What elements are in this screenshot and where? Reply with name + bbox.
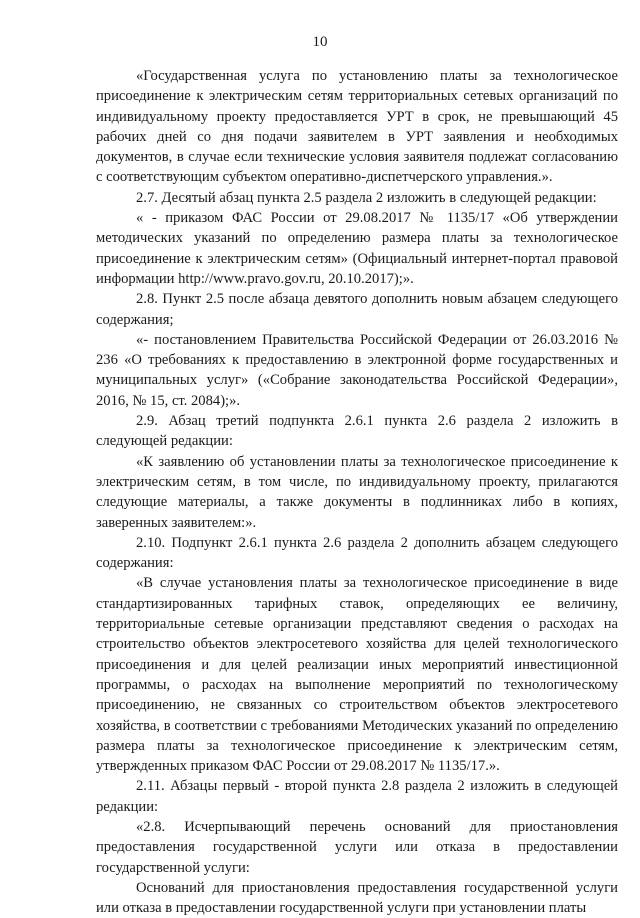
paragraph-government-decree: «- постановлением Правительства Российской Федерации от 26.03.2016 № 236 «О требованиях к предоставлению в электронной форме государственных и муниципальных услуг» («Собрание законодательства Российской Федерации», 2016, № 15, ст. 2084);». xyxy=(96,331,618,409)
paragraph-2-9: 2.9. Абзац третий подпункта 2.6.1 пункта 2.6 раздела 2 изложить в следующей редакции: xyxy=(96,413,618,450)
paragraph-no-grounds: Оснований для приостановления предоставления государственной услуги или отказа в предоставлении государственной услуги при установлении платы xyxy=(96,879,618,917)
paragraph-standard-rates: «В случае установления платы за технологическое присоединение в виде стандартизированных тарифных ставок, определяющих ее величину, территориальные сетевые организации представляют сведения о расходах на строительство объектов электросетевого хозяйства для целей технологического присоединения и для целей реализации иных мероприятий инвестиционной программы, о расходах на выполнение мероприятий по технологическому присоединению, не связанных со строительством объектов электросетевого хозяйства, в соответствии с требованиями Методических указаний по определению размера платы за технологическое присоединение к электрическим сетям, утвержденных приказом ФАС России от 29.08.2017 № 1135/17.». xyxy=(96,575,618,775)
paragraph-application-materials: «К заявлению об установлении платы за технологическое присоединение к электрическим сетям, в том числе, по индивидуальному проекту, прилагаются следующие материалы, а также документы в подлинниках либо в копиях, заверенных заявителем:». xyxy=(96,453,618,531)
paragraph-2-7: 2.7. Десятый абзац пункта 2.5 раздела 2 изложить в следующей редакции: xyxy=(136,189,597,206)
paragraph-2-10: 2.10. Подпункт 2.6.1 пункта 2.6 раздела 2 дополнить абзацем следующего содержания: xyxy=(96,534,618,572)
paragraph-2-8: 2.8. Пункт 2.5 после абзаца девятого дополнить новым абзацем следующего содержания; xyxy=(96,291,618,328)
paragraph-fas-order: « - приказом ФАС России от 29.08.2017 № 1135/17 «Об утверждении методических указаний по определению размера платы за технологическое присоединение к электрическим сетям» (Официальный интернет-портал правовой информации http://www.pravo.gov.ru, 20.10.2017);». xyxy=(96,210,618,287)
document-body xyxy=(96,66,618,918)
paragraph-2-8-grounds: «2.8. Исчерпывающий перечень оснований для приостановления предоставления государственной услуги или отказа в предоставлении государственной услуги: xyxy=(96,818,618,876)
paragraph-2-11: 2.11. Абзацы первый - второй пункта 2.8 раздела 2 изложить в следующей редакции: xyxy=(96,778,618,815)
paragraph-state-service-term: «Государственная услуга по установлению платы за технологическое присоединение к электрическим сетям территориальных сетевых организаций по индивидуальному проекту предоставляется УРТ в срок, не превышающий 45 рабочих дней со дня подачи заявителем в УРТ заявления и необходимых документов, в случае если технические условия заявителя подлежат согласованию с соответствующим субъектом оперативно-диспетчерского управления.». xyxy=(96,68,618,186)
page-number: 10 xyxy=(312,34,328,50)
